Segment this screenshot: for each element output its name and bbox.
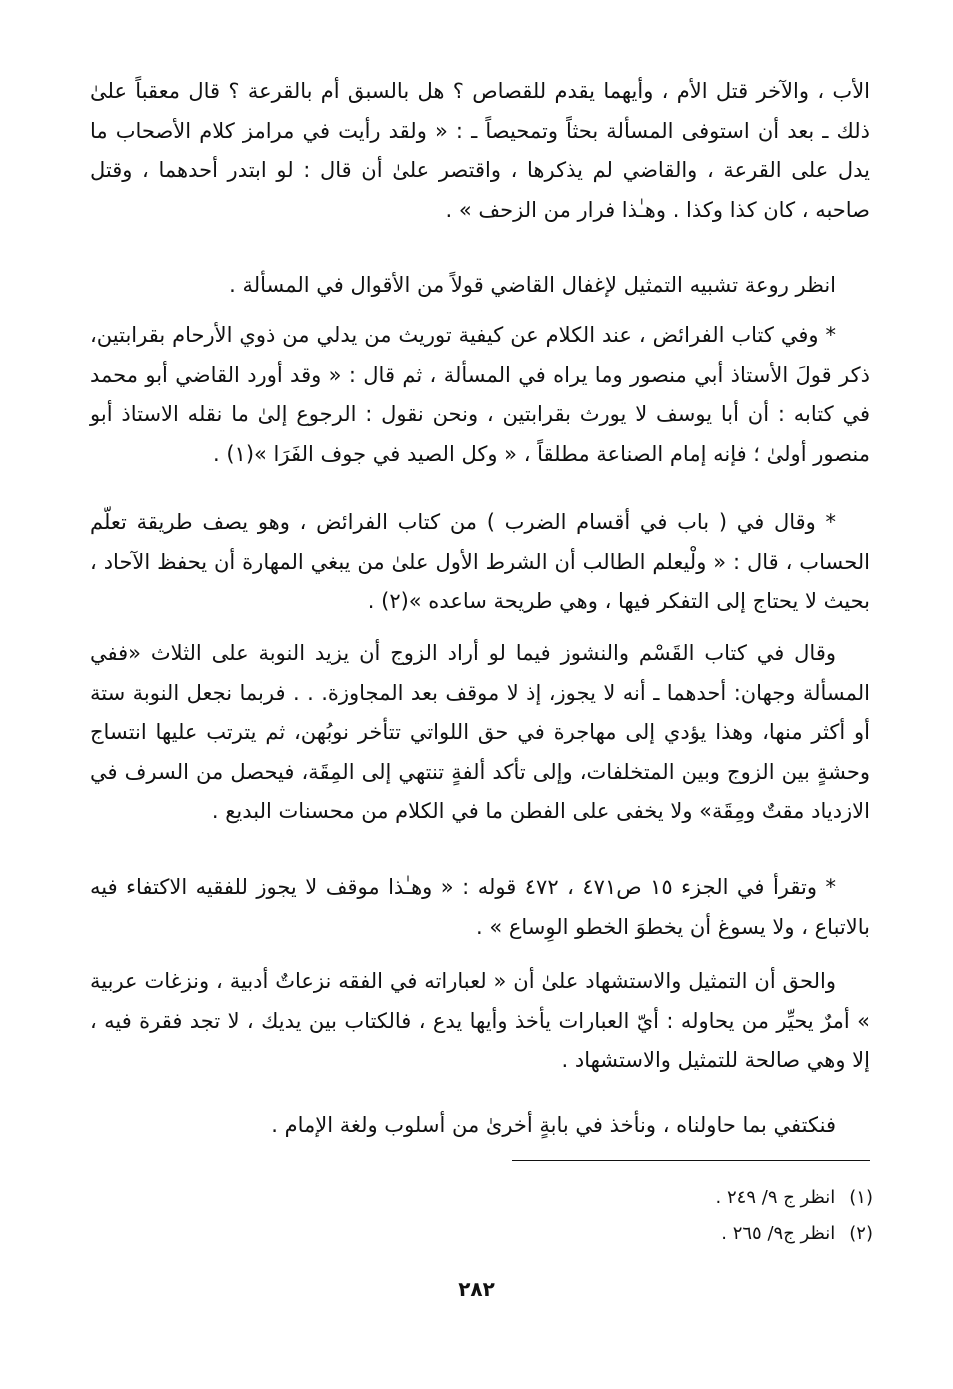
footnote-number: (٢) [849, 1223, 873, 1244]
footnote-text: انظر ج٩/ ٢٦٥ . [721, 1223, 836, 1244]
footnote-text: انظر ج ٩/ ٢٤٩ . [715, 1187, 836, 1208]
footnote-1 [716, 1186, 873, 1210]
paragraph-2: انظر روعة تشبيه التمثيل لإغفال القاضي قولاً من الأقوال في المسألة . [229, 273, 836, 297]
paragraph-8: فنكتفي بما حاولناه ، ونأخذ في بابةٍ أخرىٰ من أسلوب ولغة الإمام . [271, 1113, 836, 1137]
paragraph-5: وقال في كتاب القَسْم والنشوز فيما لو أراد الزوج أن يزيد النوبة على الثلاث «ففي المسألة وجهان: أحدهما ـ أنه لا يجوز، إذ لا موقف بعد المجاوزة. . . فربما نجعل النوبة ستة أو أكثر منها، وهذا يؤدي إلى مهاجرة في حق اللواتي تتأخر نوبُهن، ثم يترتب عليها انتساج وحشةٍ بين الزوج وبين المتخلفات، وإلى تأكد ألفةٍ تنتهي إلى المِقَة، فيحصل من السرف في الازدياد مقتٌ ومِقَة» ولا يخفى على الفطن ما في الكلام من محسنات البديع . [90, 641, 870, 824]
paragraph-1: الأب ، والآخر قتل الأم ، وأيهما يقدم للقصاص ؟ هل بالسبق أم بالقرعة ؟ قال معقباً علىٰ ذلك ـ بعد أن استوفى المسألة بحثاً وتمحيصاً ـ : « ولقد رأيت في مرامز كلام الأصحاب ما يدل على القرعة ، والقاضي لم يذكرها ، واقتصر علىٰ أن قال : لو ابتدر أحدهما ، وقتل صاحبه ، كان كذا وكذا . وهـٰذا فرار من الزحف » . [90, 79, 870, 222]
page-number: ٢٨٢ [458, 1277, 495, 1301]
footnote-2 [721, 1222, 873, 1246]
paragraph-3: * وفي كتاب الفرائض ، عند الكلام عن كيفية توريث من يدلي من ذوي الأرحام بقرابتين، ذكر قولَ الأستاذ أبي منصور وما يراه في المسألة ، ثم قال : « وقد أورد القاضي أبو محمد في كتابه : أن أبا يوسف لا يورث بقرابتين ، ونحن نقول : الرجوع إلىٰ ما نقله الاستاذ أبو منصور أولىٰ ؛ فإنه إمام الصناعة مطلقاً ، « وكل الصيد في جوف الفَرَا »(١) . [90, 323, 870, 466]
footnote-number: (١) [849, 1187, 873, 1208]
paragraph-4: * وقال في ( باب في أقسام الضرب ) من كتاب الفرائض ، وهو يصف طريقة تعلّم الحساب ، قال : « ولْيعلم الطالب أن الشرط الأول علىٰ من يبغي المهارة أن يحفظ الآحاد ، بحيث لا يحتاج إلى التفكر فيها ، وهي طريحة ساعده »(٢) . [90, 510, 870, 614]
paragraph-6: * وتقرأ في الجزء ١٥ ص٤٧١ ، ٤٧٢ قوله : « وهـٰذا موقف لا يجوز للفقيه الاكتفاء فيه بالاتباع ، ولا يسوغ أن يخطوَ الخطو الوِساع » . [90, 875, 870, 939]
paragraph-7: والحق أن التمثيل والاستشهاد علىٰ أن « لعباراته في الفقه نزعاتٌ أدبية ، ونزغات عربية » أمرٌ يحيِّر من يحاوله : أيّ العبارات يأخذ وأيها يدع ، فالكتاب بين يديك ، لا تجد فقرة فيه ، إلا وهي صالحة للتمثيل والاستشهاد . [90, 969, 870, 1073]
footnote-separator [512, 1160, 870, 1161]
